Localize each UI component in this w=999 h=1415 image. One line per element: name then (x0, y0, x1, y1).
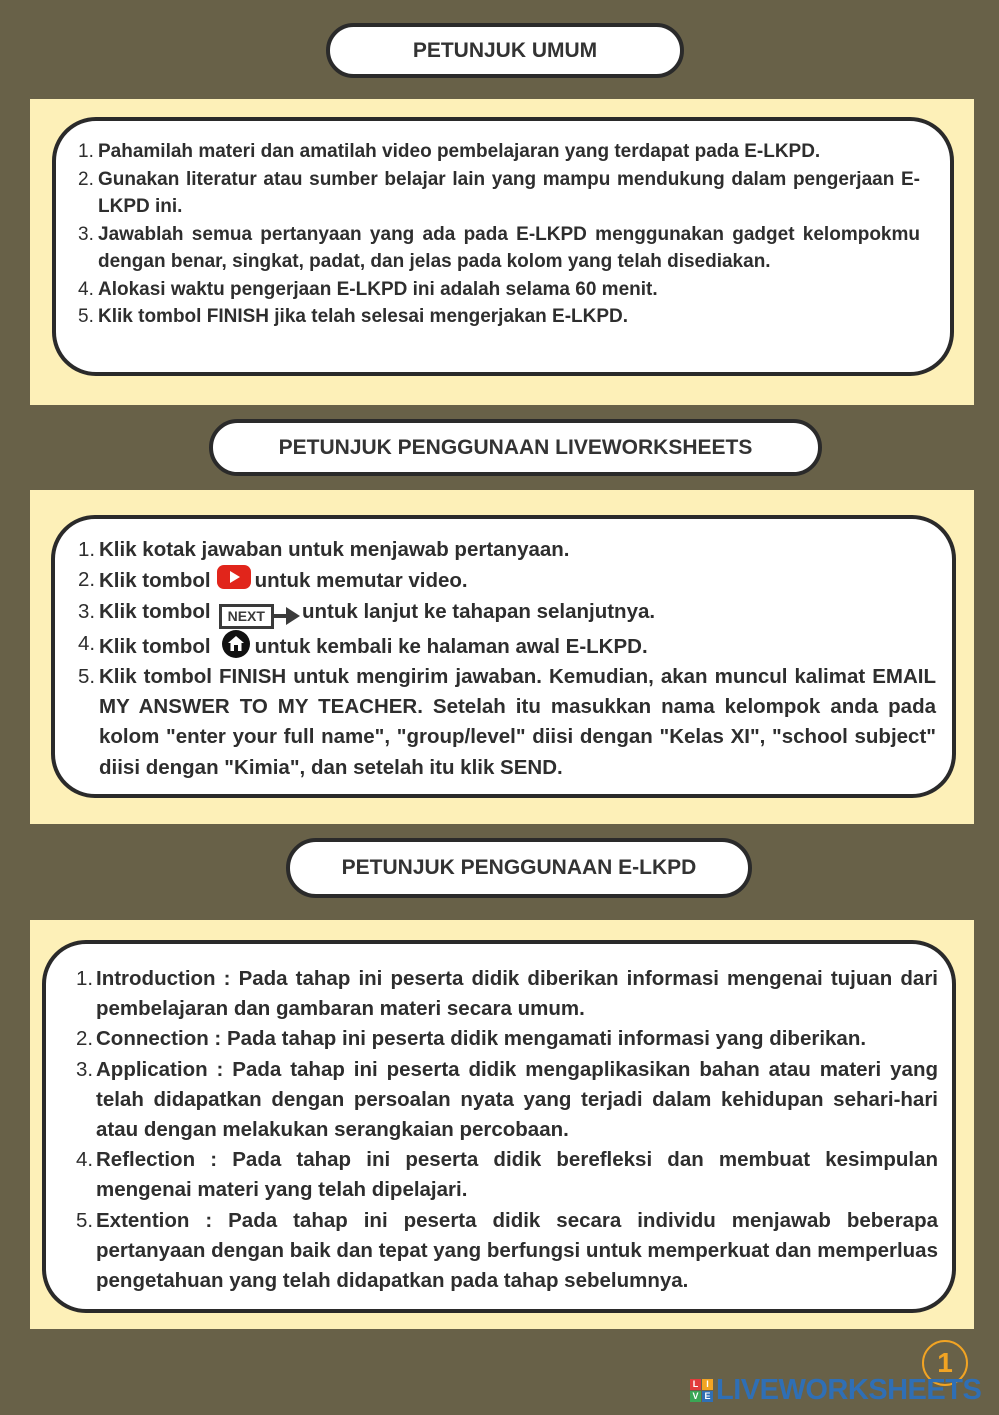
title-petunjuk-elkpd (286, 838, 752, 898)
arrow-right-icon (286, 607, 300, 625)
section1-title: PETUNJUK UMUM (412, 38, 598, 62)
logo-text: LIVEWORKSHEETS (716, 1374, 982, 1406)
section3-title: PETUNJUK PENGGUNAAN E-LKPD (341, 856, 697, 879)
section2-list (78, 535, 936, 783)
section1-card (52, 117, 954, 376)
section2-card (51, 515, 956, 798)
page-number: 1 (937, 1347, 953, 1378)
list-item: 5. Klik tombol FINISH jika telah selesai mengerjakan E-LKPD. (78, 306, 629, 327)
list-item: 2. Gunakan literatur atau sumber belajar lain yang mampu mendukung dalam pengerjaan E-LKPD ini. (78, 168, 920, 217)
list-item: 5. Extention : Pada tahap ini peserta didik secara individu menjawab beberapa pertanyaan dengan baik dan tepat yang berfungsi untuk memperkuat dan memperluas pengetahuan yang telah didapatkan pada tahap sebelumnya. (76, 1208, 938, 1293)
list-item: 2. Connection : Pada tahap ini peserta didik mengamati informasi yang diberikan. (76, 1027, 867, 1051)
section1-panel (30, 99, 974, 405)
list-item: 3. Jawablah semua pertanyaan yang ada pada E-LKPD menggunakan gadget kelompokmu dengan benar, singkat, padat, dan jelas pada kolom yang telah disediakan. (78, 223, 920, 272)
list-item: 1. Klik kotak jawaban untuk menjawab pertanyaan. (78, 538, 570, 561)
list-item: 4. Klik tombol untuk kembali ke halaman awal E-LKPD. (78, 629, 936, 662)
list-item: 2. Klik tombol untuk memutar video. (78, 565, 936, 596)
section2-panel (30, 490, 974, 824)
youtube-play-icon (217, 565, 251, 589)
logo-grid-icon: L I V E (690, 1379, 713, 1402)
section3-panel (30, 920, 974, 1329)
title-petunjuk-umum (326, 23, 684, 78)
list-item: 3. Klik tombol NEXT untuk lanjut ke tahapan selanjutnya. (78, 597, 936, 629)
next-button-label: NEXT (219, 604, 274, 629)
section3-list (76, 964, 938, 1296)
title-petunjuk-liveworksheets (209, 419, 822, 476)
section1-list (78, 138, 920, 331)
section3-card (42, 940, 956, 1313)
list-item: 3. Application : Pada tahap ini peserta didik mengaplikasikan bahan atau materi yang telah didapatkan dengan persoalan nyata yang terjadi dalam kehidupan sehari-hari atau dengan melakukan serangkaian percobaan. (76, 1057, 938, 1142)
section2-title: PETUNJUK PENGGUNAAN LIVEWORKSHEETS (278, 435, 753, 459)
home-icon (221, 629, 251, 659)
next-button-icon (219, 604, 300, 629)
list-item: 4. Reflection : Pada tahap ini peserta didik berefleksi dan membuat kesimpulan mengenai materi yang telah dipelajari. (76, 1148, 938, 1202)
list-item: 5. Klik tombol FINISH untuk mengirim jawaban. Kemudian, akan muncul kalimat EMAIL MY ANSWER TO MY TEACHER. Setelah itu masukkan nama kelompok anda pada kolom "enter your full name", "group/level" diisi dengan "Kelas XI", "school subject" diisi dengan "Kimia", dan setelah itu klik SEND. (78, 664, 936, 779)
list-item: 1. Pahamilah materi dan amatilah video pembelajaran yang terdapat pada E-LKPD. (78, 141, 821, 162)
liveworksheets-logo (690, 1374, 981, 1407)
list-item: 4. Alokasi waktu pengerjaan E-LKPD ini adalah selama 60 menit. (78, 278, 658, 300)
list-item: 1. Introduction : Pada tahap ini peserta didik diberikan informasi mengenai tujuan dari pembelajaran dan gambaran materi secara umum. (76, 967, 938, 1021)
arrow-line (274, 614, 286, 618)
